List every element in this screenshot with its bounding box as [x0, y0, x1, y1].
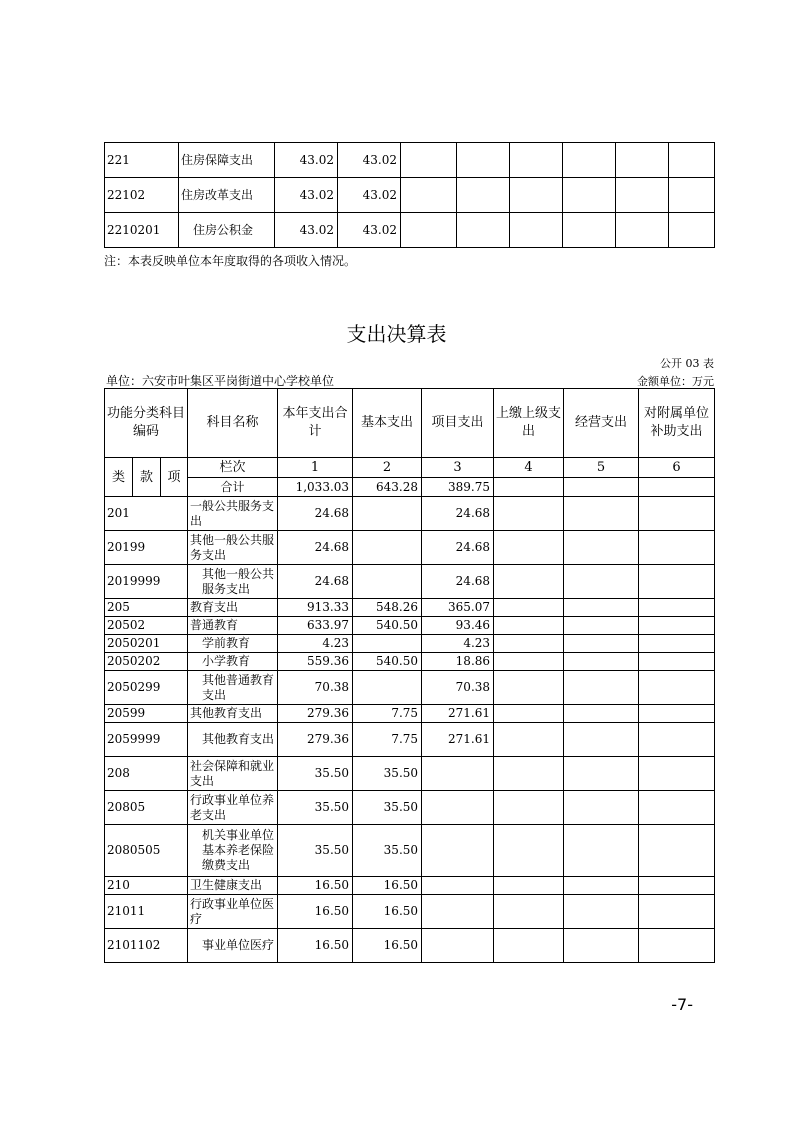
basic-cell: [353, 565, 422, 599]
total-label: 合计: [188, 478, 278, 497]
basic-cell: 35.50: [353, 791, 422, 825]
code-cell: 20199: [105, 531, 188, 565]
empty-cell: [564, 635, 639, 653]
total-cell: 913.33: [278, 599, 353, 617]
table-note: 注：本表反映单位本年度取得的各项收入情况。: [104, 254, 357, 268]
code-cell: 20599: [105, 705, 188, 723]
empty-cell: [564, 877, 639, 895]
empty-cell: [639, 877, 715, 895]
basic-cell: [353, 635, 422, 653]
empty-cell: [564, 671, 639, 705]
empty-cell: [563, 143, 616, 178]
basic-cell: [353, 531, 422, 565]
empty-cell: [564, 478, 639, 497]
project-sum: 389.75: [422, 478, 494, 497]
empty-cell: [457, 143, 510, 178]
code-cell: 2050299: [105, 671, 188, 705]
empty-cell: [494, 929, 564, 963]
code-cell: 20805: [105, 791, 188, 825]
header-code: 功能分类科目编码: [105, 389, 188, 458]
empty-cell: [564, 929, 639, 963]
total-cell: 35.50: [278, 825, 353, 877]
column-number-3: 3: [422, 458, 494, 478]
basic-cell: 540.50: [353, 617, 422, 635]
value-cell: 43.02: [338, 178, 401, 213]
code-cell: 2080505: [105, 825, 188, 877]
value-cell: 43.02: [275, 213, 338, 248]
total-cell: 279.36: [278, 723, 353, 757]
total-cell: 24.68: [278, 531, 353, 565]
total-cell: 24.68: [278, 565, 353, 599]
code-cell: 22102: [105, 178, 179, 213]
empty-cell: [494, 531, 564, 565]
value-cell: 43.02: [275, 143, 338, 178]
table-row: [105, 531, 715, 565]
table-row: [105, 213, 715, 248]
empty-cell: [639, 929, 715, 963]
empty-cell: [669, 213, 715, 248]
basic-cell: 7.75: [353, 705, 422, 723]
basic-cell: 540.50: [353, 653, 422, 671]
basic-cell: [353, 497, 422, 531]
basic-cell: 16.50: [353, 929, 422, 963]
name-cell: 行政事业单位养老支出: [188, 791, 278, 825]
code-cell: 2019999: [105, 565, 188, 599]
header-upper: 上缴上级支出: [494, 389, 564, 458]
code-cell: 210: [105, 877, 188, 895]
code-cell: 201: [105, 497, 188, 531]
value-cell: 43.02: [338, 213, 401, 248]
table-row: [105, 895, 715, 929]
header-name: 科目名称: [188, 389, 278, 458]
income-table-continuation: [104, 142, 715, 248]
empty-cell: [457, 178, 510, 213]
total-cell: 24.68: [278, 497, 353, 531]
page-title: 支出决算表: [346, 322, 447, 346]
name-cell: 教育支出: [188, 599, 278, 617]
empty-cell: [494, 825, 564, 877]
empty-cell: [564, 617, 639, 635]
project-cell: [422, 895, 494, 929]
empty-cell: [639, 497, 715, 531]
name-cell: 行政事业单位医疗: [188, 895, 278, 929]
column-number-5: 5: [564, 458, 639, 478]
name-cell: 其他教育支出: [188, 705, 278, 723]
empty-cell: [401, 213, 457, 248]
table-row: [105, 825, 715, 877]
table-row: [105, 497, 715, 531]
project-cell: 4.23: [422, 635, 494, 653]
empty-cell: [564, 497, 639, 531]
empty-cell: [401, 178, 457, 213]
name-cell: 住房改革支出: [179, 178, 275, 213]
empty-cell: [639, 723, 715, 757]
code-cell: 21011: [105, 895, 188, 929]
empty-cell: [563, 213, 616, 248]
name-cell: 社会保障和就业支出: [188, 757, 278, 791]
empty-cell: [494, 635, 564, 653]
header-xiang: 项: [161, 458, 188, 497]
empty-cell: [639, 671, 715, 705]
empty-cell: [564, 757, 639, 791]
empty-cell: [563, 178, 616, 213]
name-cell: 其他普通教育支出: [188, 671, 278, 705]
empty-cell: [639, 705, 715, 723]
header-subsidy: 对附属单位补助支出: [639, 389, 715, 458]
table-row: [105, 143, 715, 178]
expenditure-table: [104, 388, 715, 963]
empty-cell: [494, 565, 564, 599]
empty-cell: [564, 723, 639, 757]
header-lei: 类: [105, 458, 133, 497]
code-cell: 20502: [105, 617, 188, 635]
organization-unit: 单位：六安市叶集区平岗街道中心学校单位: [106, 374, 335, 388]
table-row: [105, 757, 715, 791]
empty-cell: [639, 825, 715, 877]
empty-cell: [669, 143, 715, 178]
table-row: [105, 635, 715, 653]
project-cell: 24.68: [422, 531, 494, 565]
name-cell: 学前教育: [188, 635, 278, 653]
total-cell: 4.23: [278, 635, 353, 653]
empty-cell: [564, 599, 639, 617]
empty-cell: [494, 895, 564, 929]
page-number: -7-: [671, 995, 693, 1014]
project-cell: 365.07: [422, 599, 494, 617]
value-cell: 43.02: [275, 178, 338, 213]
project-cell: 70.38: [422, 671, 494, 705]
name-cell: 一般公共服务支出: [188, 497, 278, 531]
value-cell: 43.02: [338, 143, 401, 178]
column-number-6: 6: [639, 458, 715, 478]
total-cell: 70.38: [278, 671, 353, 705]
empty-cell: [639, 635, 715, 653]
code-cell: 2210201: [105, 213, 179, 248]
empty-cell: [564, 705, 639, 723]
name-cell: 其他教育支出: [188, 723, 278, 757]
name-cell: 住房保障支出: [179, 143, 275, 178]
total-cell: 16.50: [278, 877, 353, 895]
table-row: [105, 929, 715, 963]
basic-sum: 643.28: [353, 478, 422, 497]
empty-cell: [494, 705, 564, 723]
total-cell: 35.50: [278, 791, 353, 825]
empty-cell: [510, 143, 563, 178]
code-cell: 205: [105, 599, 188, 617]
empty-cell: [564, 565, 639, 599]
project-cell: [422, 757, 494, 791]
column-number-2: 2: [353, 458, 422, 478]
empty-cell: [564, 825, 639, 877]
empty-cell: [494, 877, 564, 895]
form-number: 公开 03 表: [660, 357, 714, 370]
header-project: 项目支出: [422, 389, 494, 458]
code-cell: 208: [105, 757, 188, 791]
code-cell: 2059999: [105, 723, 188, 757]
project-cell: 93.46: [422, 617, 494, 635]
total-cell: 35.50: [278, 757, 353, 791]
empty-cell: [494, 671, 564, 705]
table-row: [105, 178, 715, 213]
empty-cell: [564, 531, 639, 565]
empty-cell: [639, 478, 715, 497]
total-sum: 1,033.03: [278, 478, 353, 497]
header-lanci: 栏次: [188, 458, 278, 478]
table-row: [105, 565, 715, 599]
empty-cell: [494, 599, 564, 617]
table-row: [105, 617, 715, 635]
empty-cell: [457, 213, 510, 248]
name-cell: 其他一般公共服务支出: [188, 531, 278, 565]
name-cell: 住房公积金: [179, 213, 275, 248]
header-total: 本年支出合计: [278, 389, 353, 458]
empty-cell: [401, 143, 457, 178]
project-cell: 24.68: [422, 565, 494, 599]
code-cell: 221: [105, 143, 179, 178]
money-unit: 金额单位：万元: [637, 375, 714, 388]
name-cell: 小学教育: [188, 653, 278, 671]
basic-cell: 16.50: [353, 895, 422, 929]
table-row: [105, 653, 715, 671]
column-number-1: 1: [278, 458, 353, 478]
empty-cell: [616, 213, 669, 248]
header-business: 经营支出: [564, 389, 639, 458]
basic-cell: 16.50: [353, 877, 422, 895]
empty-cell: [639, 531, 715, 565]
basic-cell: 35.50: [353, 825, 422, 877]
empty-cell: [639, 895, 715, 929]
project-cell: 271.61: [422, 705, 494, 723]
empty-cell: [564, 895, 639, 929]
code-cell: 2050201: [105, 635, 188, 653]
basic-cell: 35.50: [353, 757, 422, 791]
total-cell: 279.36: [278, 705, 353, 723]
header-kuan: 款: [133, 458, 161, 497]
name-cell: 普通教育: [188, 617, 278, 635]
table-row: [105, 671, 715, 705]
total-cell: 16.50: [278, 929, 353, 963]
empty-cell: [639, 757, 715, 791]
project-cell: [422, 825, 494, 877]
project-cell: [422, 929, 494, 963]
code-cell: 2101102: [105, 929, 188, 963]
total-cell: 559.36: [278, 653, 353, 671]
table-row: [105, 791, 715, 825]
project-cell: 24.68: [422, 497, 494, 531]
project-cell: 271.61: [422, 723, 494, 757]
empty-cell: [639, 565, 715, 599]
empty-cell: [494, 653, 564, 671]
total-cell: 633.97: [278, 617, 353, 635]
project-cell: [422, 791, 494, 825]
name-cell: 机关事业单位基本养老保险缴费支出: [188, 825, 278, 877]
total-cell: 16.50: [278, 895, 353, 929]
basic-cell: 7.75: [353, 723, 422, 757]
table-row: [105, 599, 715, 617]
basic-cell: 548.26: [353, 599, 422, 617]
name-cell: 卫生健康支出: [188, 877, 278, 895]
empty-cell: [494, 497, 564, 531]
name-cell: 其他一般公共服务支出: [188, 565, 278, 599]
empty-cell: [564, 653, 639, 671]
empty-cell: [639, 653, 715, 671]
code-cell: 2050202: [105, 653, 188, 671]
empty-cell: [510, 213, 563, 248]
empty-cell: [494, 757, 564, 791]
empty-cell: [616, 178, 669, 213]
table-row: [105, 723, 715, 757]
column-number-4: 4: [494, 458, 564, 478]
project-cell: [422, 877, 494, 895]
basic-cell: [353, 671, 422, 705]
empty-cell: [669, 178, 715, 213]
empty-cell: [494, 791, 564, 825]
project-cell: 18.86: [422, 653, 494, 671]
header-basic: 基本支出: [353, 389, 422, 458]
empty-cell: [494, 478, 564, 497]
empty-cell: [494, 617, 564, 635]
empty-cell: [510, 178, 563, 213]
empty-cell: [639, 617, 715, 635]
empty-cell: [564, 791, 639, 825]
empty-cell: [639, 791, 715, 825]
table-row: [105, 877, 715, 895]
table-row: [105, 705, 715, 723]
empty-cell: [616, 143, 669, 178]
empty-cell: [639, 599, 715, 617]
empty-cell: [494, 723, 564, 757]
name-cell: 事业单位医疗: [188, 929, 278, 963]
